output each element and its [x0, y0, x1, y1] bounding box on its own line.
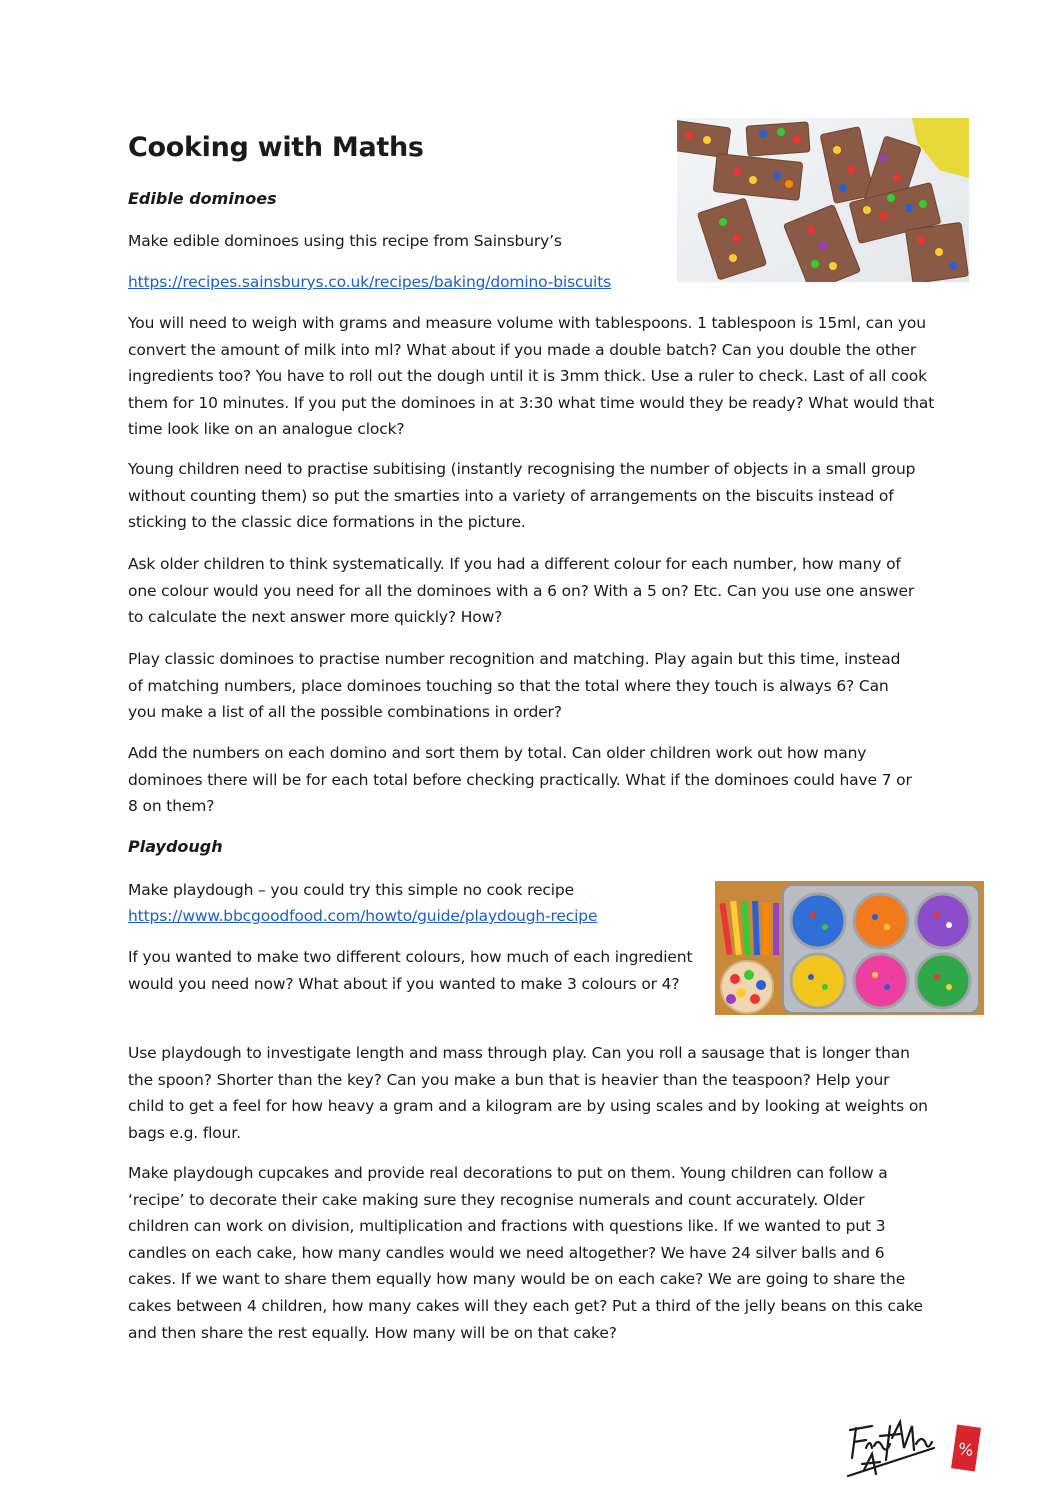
playdough-paragraph-2: Make playdough cupcakes and provide real decorations to put on them. Young children can follow a ‘recipe’ to decorate their cake making sure they recognise numerals and count accurately. Older children can work on division, multiplication and fractions with questions like. If we wanted to put 3 candles on each cake, how many candles would we need altogether? We have 24 silver balls and 6 cakes. If we want to share them equally how many would be on each cake? We are going to share the cakes between 4 children, how many cakes will they each get? Put a third of the jelly beans on this cake and then share the rest equally. How many will be on that cake?	[128, 1164, 923, 1342]
dominoes-heading: Edible dominoes	[128, 189, 277, 208]
dominoes-paragraph-3: Ask older children to think systematically. If you had a different colour for each number, how many of one colour would you need for all the dominoes with a 6 on? With a 5 on? Etc. Can you use one answer to calculate the next answer more quickly? How?	[128, 555, 915, 627]
playdough-colours-paragraph: If you wanted to make two different colours, how much of each ingredient would you need now? What about if you wanted to make 3 colours or 4?	[128, 948, 693, 993]
dominoes-paragraph-1: You will need to weigh with grams and measure volume with tablespoons. 1 tablespoon is 15ml, can you convert the amount of milk into ml? What about if you made a double batch? Can you double the other ingredients too? You have to roll out the dough until it is 3mm thick. Use a ruler to check. Last of all cook them for 10 minutes. If you put the dominoes in at 3:30 what time would they be ready? What would that time look like on an analogue clock?	[128, 314, 935, 439]
dominoes-paragraph-4: Play classic dominoes to practise number recognition and matching. Play again but this time, instead of matching numbers, place dominoes touching so that the total where they touch is always 6? Can you make a list of all the possible combinations in order?	[128, 650, 901, 722]
playdough-link-line	[128, 903, 597, 930]
playdough-paragraph-1: Use playdough to investigate length and mass through play. Can you roll a sausage that is longer than the spoon? Shorter than the key? Can you make a bun that is heavier than the teaspoon? Help your child to get a feel for how heavy a gram and a kilogram are by using scales and by looking at weights on bags e.g. flour.	[128, 1044, 928, 1142]
sainsburys-recipe-link[interactable]: https://recipes.sainsburys.co.uk/recipes/baking/domino-biscuits	[128, 273, 612, 291]
first4maths-logo	[842, 1418, 982, 1478]
bbc-goodfood-recipe-link[interactable]: https://www.bbcgoodfood.com/howto/guide/playdough-recipe	[128, 907, 598, 925]
dominoes-link-line	[128, 269, 611, 296]
dominoes-intro: Make edible dominoes using this recipe from Sainsbury’s	[128, 232, 562, 250]
playdough-cupcakes-photo	[715, 881, 984, 1015]
domino-biscuits-photo	[677, 118, 969, 282]
dominoes-paragraph-5: Add the numbers on each domino and sort them by total. Can older children work out how many dominoes there will be for each total before checking practically. What if the dominoes could have 7 or 8 on them?	[128, 744, 912, 816]
page-title: Cooking with Maths	[128, 132, 424, 163]
svg-text:%: %	[956, 1439, 975, 1460]
playdough-intro: Make playdough – you could try this simple no cook recipe	[128, 881, 574, 899]
playdough-heading: Playdough	[128, 837, 223, 856]
dominoes-paragraph-2: Young children need to practise subitising (instantly recognising the number of objects in a small group without counting them) so put the smarties into a variety of arrangements on the biscuits instead of sticking to the classic dice formations in the picture.	[128, 460, 916, 532]
